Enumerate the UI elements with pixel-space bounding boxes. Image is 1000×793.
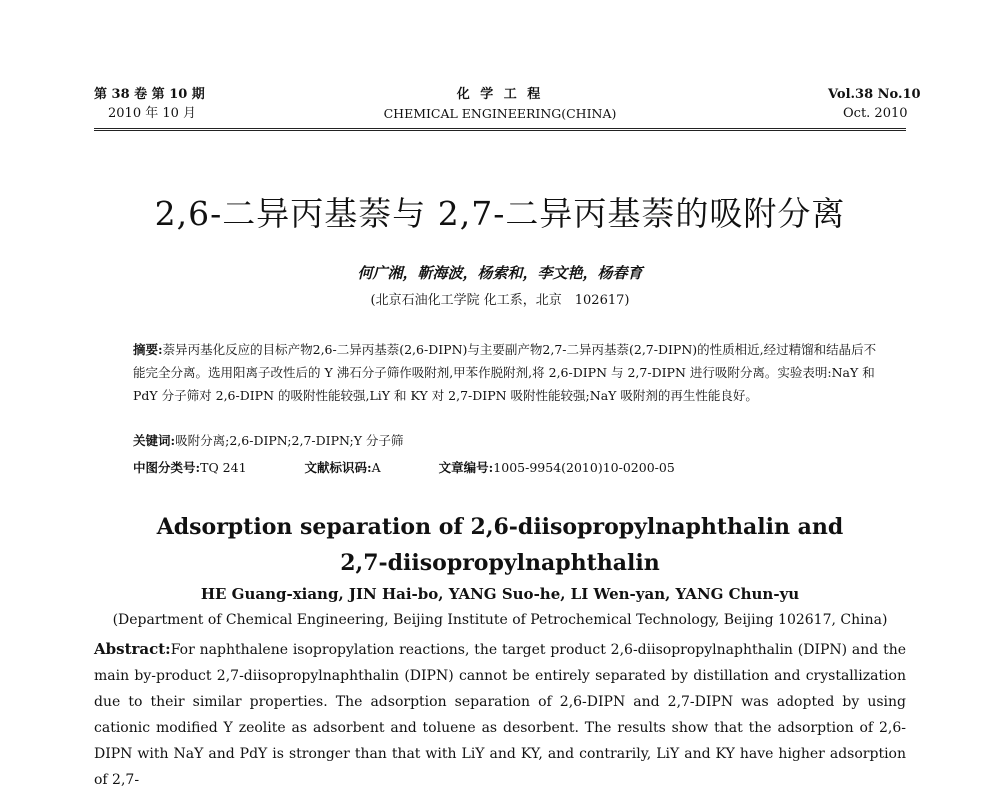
paper-title-en-line2: 2,7-diisopropylnaphthalin (340, 550, 660, 576)
abstract-cn (133, 338, 885, 407)
abstract-cn-text: 萘异丙基化反应的目标产物2,6-二异丙基萘(2,6-DIPN)与主要副产物2,7-二异丙基萘(2,7-DIPN)的性质相近,经过精馏和结晶后不能完全分离。选用阳离子改性后的 Y 沸石分子筛作吸附剂,甲苯作脱附剂,将 2,6-DIPN 与 2,7-DIPN 进行吸附分离。实验表明:NaY 和 PdY 分子筛对 2,6-DIPN 的吸附性能较强,LiY 和 KY 对 2,7-DIPN 吸附性能较强;NaY 吸附剂的再生性能良好。 (133, 342, 877, 403)
affiliation-en: (Department of Chemical Engineering, Beijing Institute of Petrochemical Technology, Beijing 102617, China) (112, 612, 888, 628)
doc-code-value: A (371, 460, 381, 475)
paper-title-cn: 2,6-二异丙基萘与 2,7-二异丙基萘的吸附分离 (154, 194, 846, 233)
article-number-value: 1005-9954(2010)10-0200-05 (493, 460, 675, 475)
authors-en: HE Guang-xiang, JIN Hai-bo, YANG Suo-he, LI Wen-yan, YANG Chun-yu (200, 585, 800, 603)
journal-title-en: CHEMICAL ENGINEERING(CHINA) (383, 106, 617, 121)
keywords-cn (133, 431, 403, 449)
abstract-cn-label: 摘要: (133, 342, 163, 357)
classification-line (133, 458, 729, 476)
journal-volume-en: Vol.38 No.10 (828, 87, 921, 102)
document-code (305, 458, 381, 476)
journal-date: 2010 年 10 月 (108, 106, 197, 121)
keywords-cn-label: 关键词: (133, 433, 176, 448)
journal-volume-issue: 第 38 卷 第 10 期 (94, 87, 205, 102)
affiliation-cn: (北京石油化工学院 化工系，北京 102617) (370, 293, 630, 308)
article-number-label: 文章编号: (438, 460, 494, 475)
abstract-en (94, 636, 906, 793)
journal-title-cn: 化 学 工 程 (456, 87, 544, 102)
header-rule-bottom (94, 130, 906, 131)
clc-value: TQ 241 (200, 460, 247, 475)
journal-date-en: Oct. 2010 (843, 106, 908, 121)
keywords-cn-text: 吸附分离;2,6-DIPN;2,7-DIPN;Y 分子筛 (175, 433, 404, 448)
doc-code-label: 文献标识码: (304, 460, 372, 475)
abstract-en-label: Abstract: (94, 640, 171, 658)
header-rule-top (94, 128, 906, 129)
abstract-en-text: For naphthalene isopropylation reactions, the target product 2,6-diisopropylnaphthalin (DIPN) and the main by-product 2,7-diisopropylnaphthalin (DIPN) cannot be entirely separated by distillation and crystallization due to their similar properties. The adsorption separation of 2,6-DIPN and 2,7-DIPN was adopted by using cationic modified Y zeolite as adsorbent and toluene as desorbent. The results show that the adsorption of 2,6-DIPN with NaY and PdY is stronger than that with LiY and KY, and contrarily, LiY and KY have higher adsorption of 2,7- (94, 642, 906, 788)
authors-cn: 何广湘，靳海波，杨索和，李文艳，杨春育 (357, 264, 643, 282)
article-number (439, 458, 675, 476)
paper-title-en-line1: Adsorption separation of 2,6-diisopropylnaphthalin and (156, 514, 844, 540)
clc-label: 中图分类号: (133, 460, 201, 475)
clc-number (133, 458, 247, 476)
